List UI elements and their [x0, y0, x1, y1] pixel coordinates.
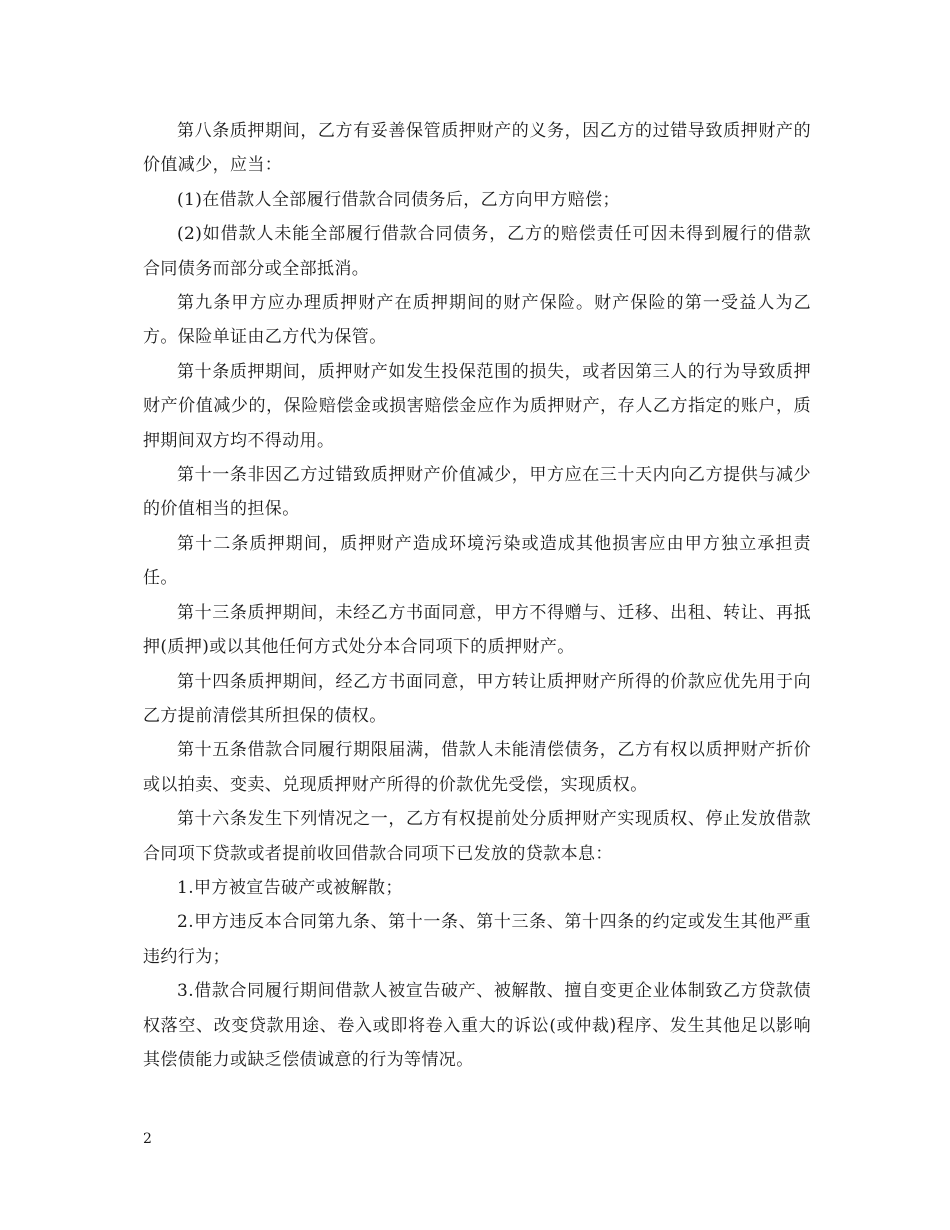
clause-11: 第十一条非因乙方过错致质押财产价值减少，甲方应在三十天内向乙方提供与减少的价值相当的担保。 — [143, 465, 811, 520]
clause-16-item-1: 1.甲方被宣告破产或被解散； — [177, 877, 403, 898]
clause-8-item-2: (2)如借款人未能全部履行借款合同债务，乙方的赔偿责任可因未得到履行的借款合同债务而部分或全部抵消。 — [143, 224, 811, 279]
clause-9: 第九条甲方应办理质押财产在质押期间的财产保险。财产保险的第一受益人为乙方。保险单证由乙方代为保管。 — [143, 293, 811, 348]
clause-10: 第十条质押期间，质押财产如发生投保范围的损失，或者因第三人的行为导致质押财产价值减少的，保险赔偿金或损害赔偿金应作为质押财产，存人乙方指定的账户，质押期间双方均不得动用。 — [143, 361, 811, 451]
clause-8-item-1: (1)在借款人全部履行借款合同债务后，乙方向甲方赔偿； — [177, 189, 620, 210]
clause-14: 第十四条质押期间，经乙方书面同意，甲方转让质押财产所得的价款应优先用于向乙方提前清偿其所担保的债权。 — [143, 671, 811, 726]
clause-13: 第十三条质押期间，未经乙方书面同意，甲方不得赠与、迁移、出租、转让、再抵押(质押)或以其他任何方式处分本合同项下的质押财产。 — [143, 602, 811, 658]
page-number: 2 — [143, 1131, 152, 1147]
clause-16-item-2: 2.甲方违反本合同第九条、第十一条、第十三条、第十四条的约定或发生其他严重违约行为； — [143, 912, 811, 967]
clause-15: 第十五条借款合同履行期限届满，借款人未能清偿债务，乙方有权以质押财产折价或以拍卖、变卖、兑现质押财产所得的价款优先受偿，实现质权。 — [143, 740, 811, 795]
clause-16-item-3: 3.借款合同履行期间借款人被宣告破产、被解散、擅自变更企业体制致乙方贷款债权落空、改变贷款用途、卷入或即将卷入重大的诉讼(或仲裁)程序、发生其他足以影响其偿债能力或缺乏偿债诚意的行为等情况。 — [143, 981, 811, 1070]
clause-16: 第十六条发生下列情况之一，乙方有权提前处分质押财产实现质权、停止发放借款合同项下贷款或者提前收回借款合同项下已发放的贷款本息： — [143, 809, 811, 864]
clause-12: 第十二条质押期间，质押财产造成环境污染或造成其他损害应由甲方独立承担责任。 — [143, 533, 811, 589]
clause-8: 第八条质押期间，乙方有妥善保管质押财产的义务，因乙方的过错导致质押财产的价值减少，应当： — [143, 121, 811, 176]
document-body — [143, 114, 811, 1077]
